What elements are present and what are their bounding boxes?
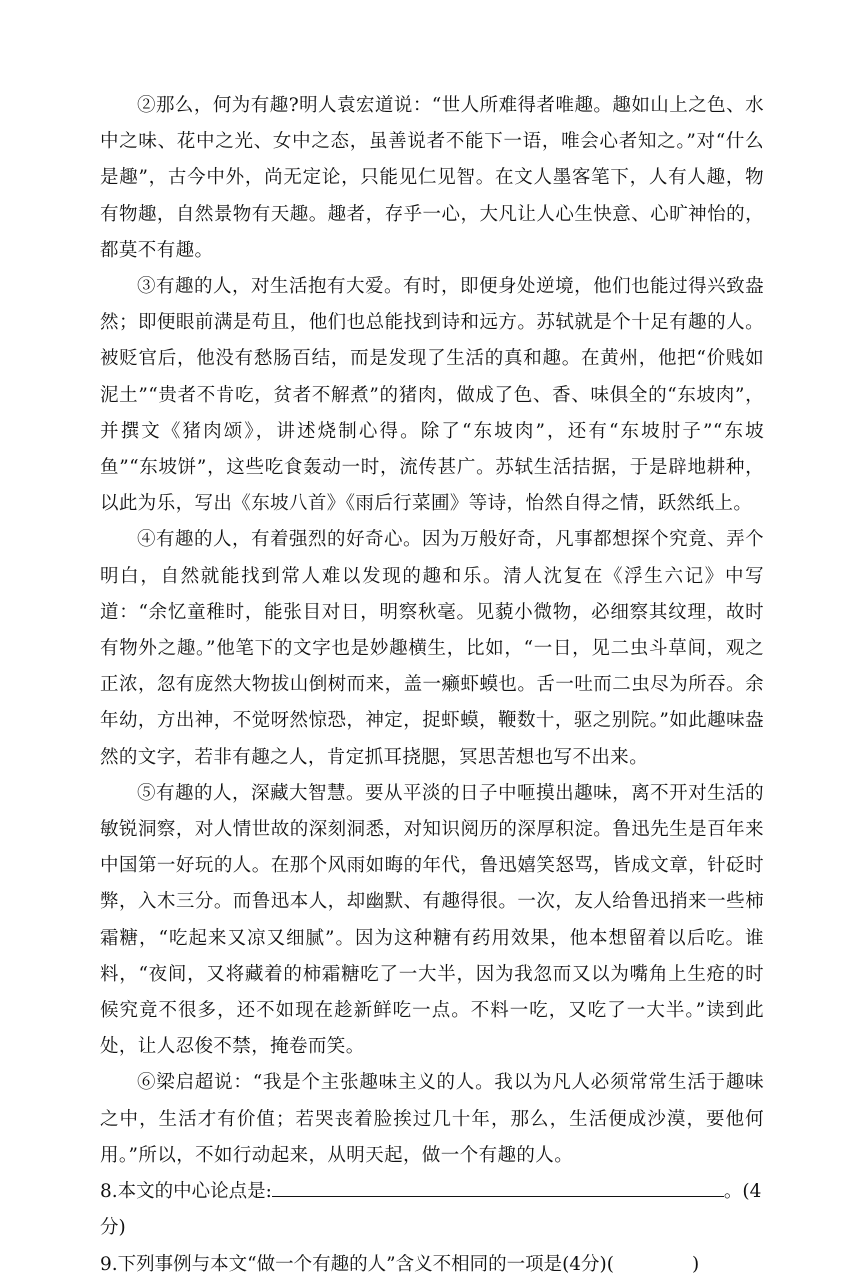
document-page (100, 88, 764, 1283)
question-9 (100, 1247, 764, 1283)
paragraph-4: ④有趣的人，有着强烈的好奇心。因为万般好奇，凡事都想探个究竟、弄个明白，自然就能找到常人难以发现的趣和乐。清人沈复在《浮生六记》中写道：“余忆童稚时，能张目对日，明察秋毫。见藐小微物，必细察其纹理，故时有物外之趣。”他笔下的文字也是妙趣横生，比如，“一日，见二虫斗草间，观之正浓，忽有庞然大物拔山倒树而来，盖一癞虾蟆也。舌一吐而二虫尽为所吞。余年幼，方出神，不觉呀然惊恐，神定，捉虾蟆，鞭数十，驱之别院。”如此趣味盎然的文字，若非有趣之人，肯定抓耳挠腮，冥思苦想也写不出来。 (100, 529, 764, 768)
question-8-prefix: 8.本文的中心论点是: (100, 1181, 272, 1203)
answer-blank[interactable] (272, 1178, 724, 1197)
paragraph-2: ②那么，何为有趣?明人袁宏道说：“世人所难得者唯趣。趣如山上之色、水中之味、花中之光、女中之态，虽善说者不能下一语，唯会心者知之。”对“什么是趣”，古今中外，尚无定论，只能见仁见智。在文人墨客笔下，人有人趣，物有物趣，自然景物有天趣。趣者，存乎一心，大凡让人心生快意、心旷神怡的，都莫不有趣。 (100, 95, 764, 261)
question-8-suffix: 。(4分) (100, 1181, 762, 1239)
paragraph-6: ⑥梁启超说：“我是个主张趣味主义的人。我以为凡人必须常常生活于趣味之中，生活才有价值；若哭丧着脸挨过几十年，那么，生活便成沙漠，要他何用。”所以，不如行动起来，从明天起，做一个有趣的人。 (100, 1072, 764, 1166)
paragraph-3: ③有趣的人，对生活抱有大爱。有时，即便身处逆境，他们也能过得兴致盎然；即便眼前满是苟且，他们也总能找到诗和远方。苏轼就是个十足有趣的人。被贬官后，他没有愁肠百结，而是发现了生活的真和趣。在黄州，他把“价贱如泥土”“贵者不肯吃，贫者不解煮”的猪肉，做成了色、香、味俱全的“东坡肉”，并撰文《猪肉颂》，讲述烧制心得。除了“东坡肉”，还有“东坡肘子”“东坡鱼”“东坡饼”，这些吃食轰动一时，流传甚广。苏轼生活拮据，于是辟地耕种，以此为乐，写出《东坡八首》《雨后行菜圃》等诗，怡然自得之情，跃然纸上。 (100, 276, 764, 515)
paragraph-5: ⑤有趣的人，深藏大智慧。要从平淡的日子中咂摸出趣味，离不开对生活的敏锐洞察，对人情世故的深刻洞悉，对知识阅历的深厚积淀。鲁迅先生是百年来中国第一好玩的人。在那个风雨如晦的年代，鲁迅嬉笑怒骂，皆成文章，针砭时弊，入木三分。而鲁迅本人，却幽默、有趣得很。一次，友人给鲁迅捎来一些柿霜糖，“吃起来又凉又细腻”。因为这种糖有药用效果，他本想留着以后吃。谁料，“夜间，又将藏着的柿霜糖吃了一大半，因为我忽而又以为嘴角上生疮的时候究竟不很多，还不如现在趁新鲜吃一点。不料一吃，又吃了一大半。”读到此处，让人忍俊不禁，掩卷而笑。 (100, 782, 764, 1058)
question-9-prefix: 9.下列事例与本文“做一个有趣的人”含义不相同的一项是(4分)( (100, 1253, 614, 1275)
question-8 (100, 1174, 764, 1246)
question-9-suffix: ) (692, 1253, 700, 1275)
